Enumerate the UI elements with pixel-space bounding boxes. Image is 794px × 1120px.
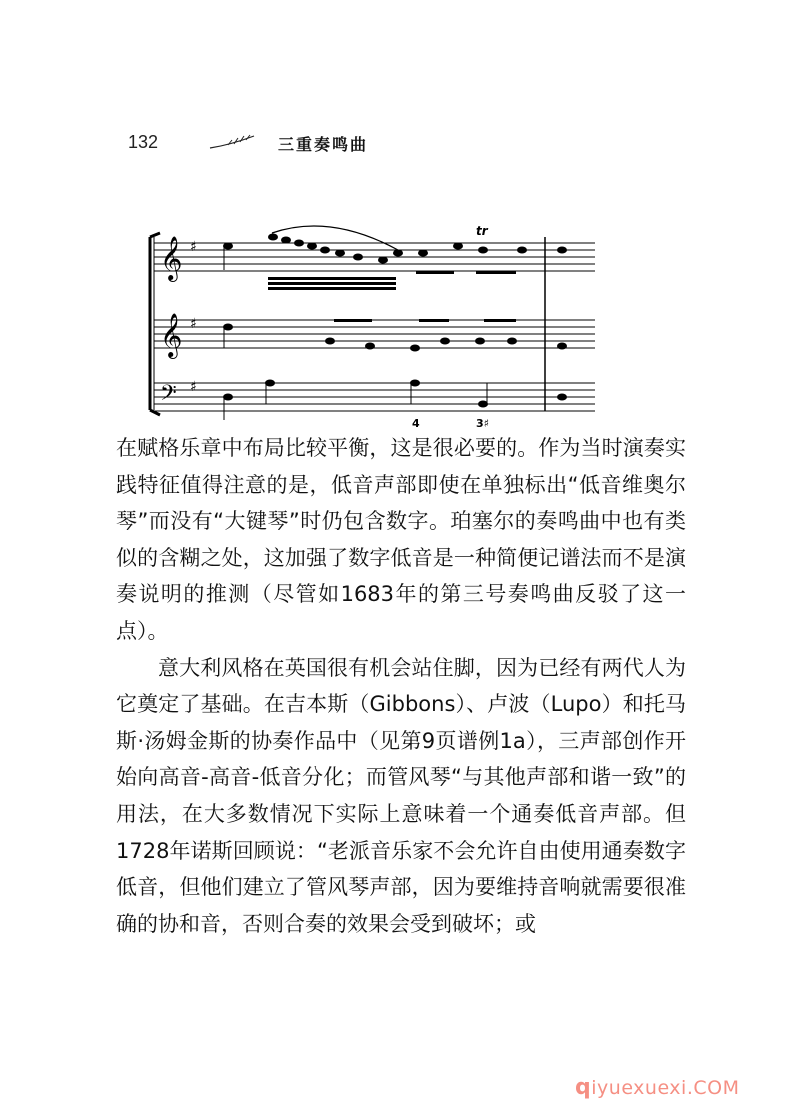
watermark-text: iyuexuexi.COM [591,1077,740,1099]
page-header [128,130,428,160]
svg-text:♯: ♯ [190,316,197,332]
music-score-excerpt [140,215,600,430]
svg-text:𝄞: 𝄞 [160,236,183,280]
site-watermark [575,1075,740,1100]
body-text [116,430,686,942]
svg-text:♯: ♯ [190,239,197,255]
svg-text:4: 4 [412,417,420,430]
svg-text:𝄢: 𝄢 [160,381,177,411]
paragraph-1: 在赋格乐章中布局比较平衡，这是很必要的。作为当时演奏实践特征值得注意的是，低音声部即使在单独标出“低音维奥尔琴”而没有“大键琴”时仍包含数字。珀塞尔的奏鸣曲中也有类似的含糊之处，这加强了数字低音是一种简便记谱法而不是演奏说明的推测（尽管如1683年的第三号奏鸣曲反驳了这一点）。 [116,436,686,643]
page-number: 132 [128,132,159,152]
running-title: 三重奏鸣曲 [278,135,369,154]
svg-text:tr: tr [476,224,488,238]
paragraph-2: 意大利风格在英国很有机会站住脚，因为已经有两代人为它奠定了基础。在吉本斯（Gibbons）、卢波（Lupo）和托马斯·汤姆金斯的协奏作品中（见第9页谱例1a），三声部创作开始向高音-高音-低音分化；而管风琴“与其他声部和谐一致”的用法，在大多数情况下实际上意味着一个通奏低音声部。但1728年诺斯回顾说：“老派音乐家不会允许自由使用通奏数字低音，但他们建立了管风琴声部，因为要维持音响就需要很准确的协和音，否则合奏的效果会受到破坏；或 [116,655,686,936]
svg-text:3♯: 3♯ [476,417,489,430]
quill-ornament-icon [208,134,258,150]
svg-text:♯: ♯ [190,379,197,395]
svg-text:𝄞: 𝄞 [160,313,183,357]
watermark-logo-q: q [575,1075,592,1100]
